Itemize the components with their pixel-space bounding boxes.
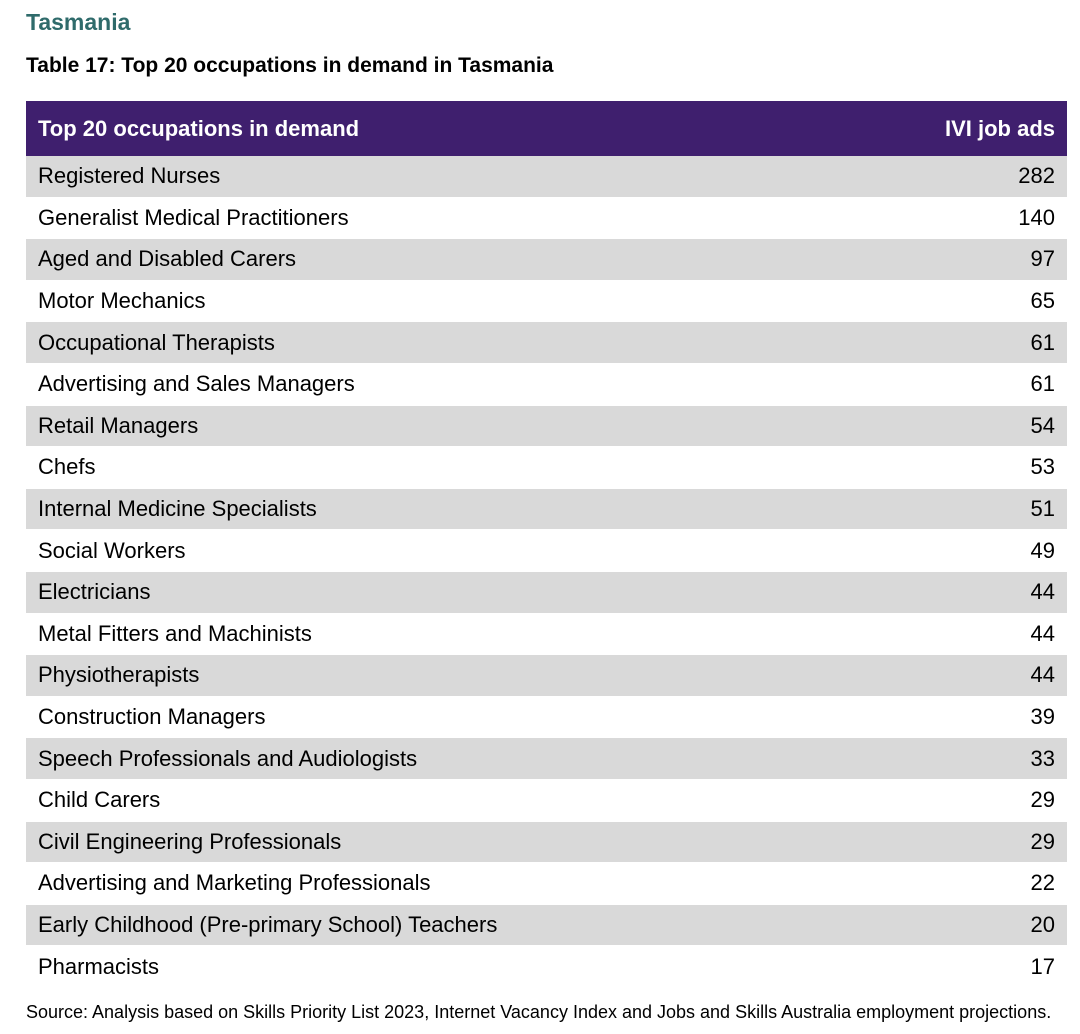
source-note: Source: Analysis based on Skills Priority List 2023, Internet Vacancy Index and Jobs and Skills Australia employment projections. bbox=[26, 1002, 1052, 1022]
row-occupation: Retail Managers bbox=[38, 412, 199, 438]
table-caption: Table 17: Top 20 occupations in demand in Tasmania bbox=[26, 54, 554, 77]
table-row bbox=[26, 946, 1067, 988]
row-value: 53 bbox=[1030, 454, 1055, 480]
table-header bbox=[26, 101, 1067, 156]
row-value: 33 bbox=[1030, 745, 1055, 771]
table-row bbox=[26, 822, 1067, 864]
row-occupation: Electricians bbox=[38, 579, 151, 605]
row-value: 29 bbox=[1030, 828, 1055, 854]
row-value: 140 bbox=[1018, 204, 1055, 230]
table-row bbox=[26, 281, 1067, 323]
row-occupation: Occupational Therapists bbox=[38, 329, 275, 355]
table-row bbox=[26, 905, 1067, 947]
row-value: 44 bbox=[1030, 579, 1055, 605]
row-value: 54 bbox=[1030, 412, 1055, 438]
table-row bbox=[26, 447, 1067, 489]
row-value: 61 bbox=[1030, 329, 1055, 355]
row-value: 65 bbox=[1030, 288, 1055, 314]
row-occupation: Aged and Disabled Carers bbox=[38, 246, 297, 272]
table-row bbox=[26, 322, 1067, 364]
table-row bbox=[26, 489, 1067, 531]
row-occupation: Advertising and Sales Managers bbox=[38, 371, 355, 397]
table-row bbox=[26, 406, 1067, 448]
row-value: 282 bbox=[1018, 163, 1055, 189]
row-value: 39 bbox=[1030, 704, 1055, 730]
row-occupation: Child Carers bbox=[38, 787, 161, 813]
table-row bbox=[26, 239, 1067, 281]
row-occupation: Chefs bbox=[38, 454, 96, 480]
table-row bbox=[26, 780, 1067, 822]
table-row bbox=[26, 364, 1067, 406]
row-occupation: Generalist Medical Practitioners bbox=[38, 204, 349, 230]
row-value: 49 bbox=[1030, 537, 1055, 563]
row-value: 44 bbox=[1030, 620, 1055, 646]
occupations-table bbox=[26, 101, 1067, 988]
table-row bbox=[26, 738, 1067, 780]
row-value: 51 bbox=[1030, 496, 1055, 522]
table-row bbox=[26, 530, 1067, 572]
row-occupation: Early Childhood (Pre-primary School) Teachers bbox=[38, 911, 498, 937]
table-row bbox=[26, 697, 1067, 739]
table-row bbox=[26, 156, 1067, 198]
row-value: 17 bbox=[1030, 953, 1055, 979]
table-row bbox=[26, 863, 1067, 905]
row-occupation: Social Workers bbox=[38, 537, 186, 563]
row-value: 22 bbox=[1030, 870, 1055, 896]
row-occupation: Pharmacists bbox=[38, 953, 160, 979]
row-occupation: Motor Mechanics bbox=[38, 288, 206, 314]
row-occupation: Speech Professionals and Audiologists bbox=[38, 745, 418, 771]
row-occupation: Civil Engineering Professionals bbox=[38, 828, 342, 854]
row-value: 44 bbox=[1030, 662, 1055, 688]
row-occupation: Registered Nurses bbox=[38, 163, 221, 189]
row-occupation: Internal Medicine Specialists bbox=[38, 496, 317, 522]
table-row bbox=[26, 198, 1067, 240]
row-value: 29 bbox=[1030, 787, 1055, 813]
row-occupation: Physiotherapists bbox=[38, 662, 200, 688]
row-value: 61 bbox=[1030, 371, 1055, 397]
row-occupation: Construction Managers bbox=[38, 704, 266, 730]
table-row bbox=[26, 655, 1067, 697]
row-value: 20 bbox=[1030, 911, 1055, 937]
table-row bbox=[26, 572, 1067, 614]
row-occupation: Metal Fitters and Machinists bbox=[38, 620, 312, 646]
header-occupation: Top 20 occupations in demand bbox=[38, 115, 360, 141]
row-value: 97 bbox=[1030, 246, 1055, 272]
header-value: IVI job ads bbox=[944, 115, 1055, 141]
section-heading: Tasmania bbox=[26, 9, 131, 35]
row-occupation: Advertising and Marketing Professionals bbox=[38, 870, 431, 896]
table-row bbox=[26, 614, 1067, 656]
